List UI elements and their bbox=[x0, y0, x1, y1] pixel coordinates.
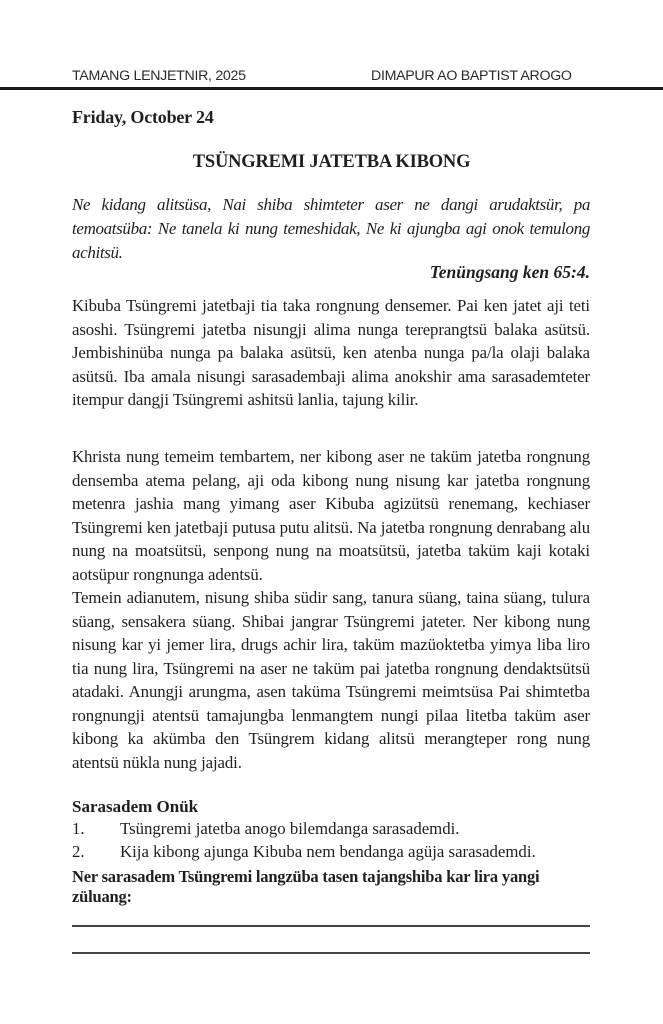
body-paragraph-1: Kibuba Tsüngremi jatetbaji tia taka rongnung densemer. Pai ken jatet aji teti asoshi. Tsüngremi jatetba nisungji alima nunga tereprangtsü balaka asütsü. Jembishinüba nunga pa balaka asütsü, ken atenba nunga pa/la olaji balaka asütsü. Iba amala nisungi sarasadembaji alima anokshir ama sarasademteter itempur dangji Tsüngremi ashitsü lanlia, tajung kilir. bbox=[72, 296, 590, 409]
scripture-verse: Ne kidang alitsüsa, Nai shiba shimteter aser ne dangi arudaktsür, pa temoatsüba: Ne tanela ki nung temeshidak, Ne ki ajungba agi onok temulong achitsü. bbox=[72, 195, 590, 262]
list-item bbox=[72, 840, 602, 863]
header-rule bbox=[0, 87, 663, 90]
writing-line-2 bbox=[72, 952, 590, 954]
list-text: Tsüngremi jatetba anogo bilemdanga sarasademdi. bbox=[120, 819, 460, 838]
list-item bbox=[72, 817, 602, 840]
devotion-date: Friday, October 24 bbox=[72, 107, 214, 127]
body-paragraph-2: Khrista nung temeim tembartem, ner kibong aser ne taküm jatetba rongnung densemba atema pelang, aji oda kibong nung nisung kar jatetba rongnung metenra jashia mang yimang aser Kibuba agizütsü renemang, kechiaser Tsüngremi ken jatetbaji putusa putu alitsü. Na jatetba rongnung denrabang alu nung na moatsütsü, senpong nung na moatsütsü, jatetba taküm kaji kotaki aotsüpur rongnunga adentsü. bbox=[72, 447, 590, 584]
header-publication-title: TAMANG LENJETNIR, 2025 bbox=[72, 68, 246, 84]
list-number: 2. bbox=[72, 842, 85, 861]
running-header bbox=[0, 62, 663, 90]
body-paragraph-3: Temein adianutem, nisung shiba südir sang, tanura süang, taina süang, tulura süang, sensakera süang. Shibai jangrar Tsüngremi jateter. Ner kibong nung nisung kar yi jemer lira, drugs achir lira, taküm mazüoktetba yimya liba liro tia nung lira, Tsüngremi na aser ne taküm pai jatetba rongnung dendaktsütsü atadaki. Anungji arungma, asen taküma Tsüngremi meimtsüsa Pai shimtetba rongnungji atentsü tamajungba lenmangtem nungi pilaa litetba taküm aser kibong ka akümba den Tsüngrem kidang alitsü merangteper rong nung atentsü nükla nung jajadi. bbox=[72, 588, 590, 772]
list-text: Kija kibong ajunga Kibuba nem bendanga agüja sarasademdi. bbox=[120, 842, 536, 861]
list-number: 1. bbox=[72, 819, 85, 838]
devotion-title: TSÜNGREMI JATETBA KIBONG bbox=[192, 152, 471, 172]
writing-line-1 bbox=[72, 925, 590, 927]
reflection-prompt: Ner sarasadem Tsüngremi langzüba tasen tajangshiba kar lira yangi züluang: bbox=[72, 867, 540, 906]
prayer-points-heading: Sarasadem Onük bbox=[72, 797, 199, 816]
scripture-reference: Tenüngsang ken 65:4. bbox=[429, 262, 590, 282]
prayer-points-list bbox=[72, 817, 602, 863]
header-publisher: DIMAPUR AO BAPTIST AROGO bbox=[371, 68, 572, 84]
